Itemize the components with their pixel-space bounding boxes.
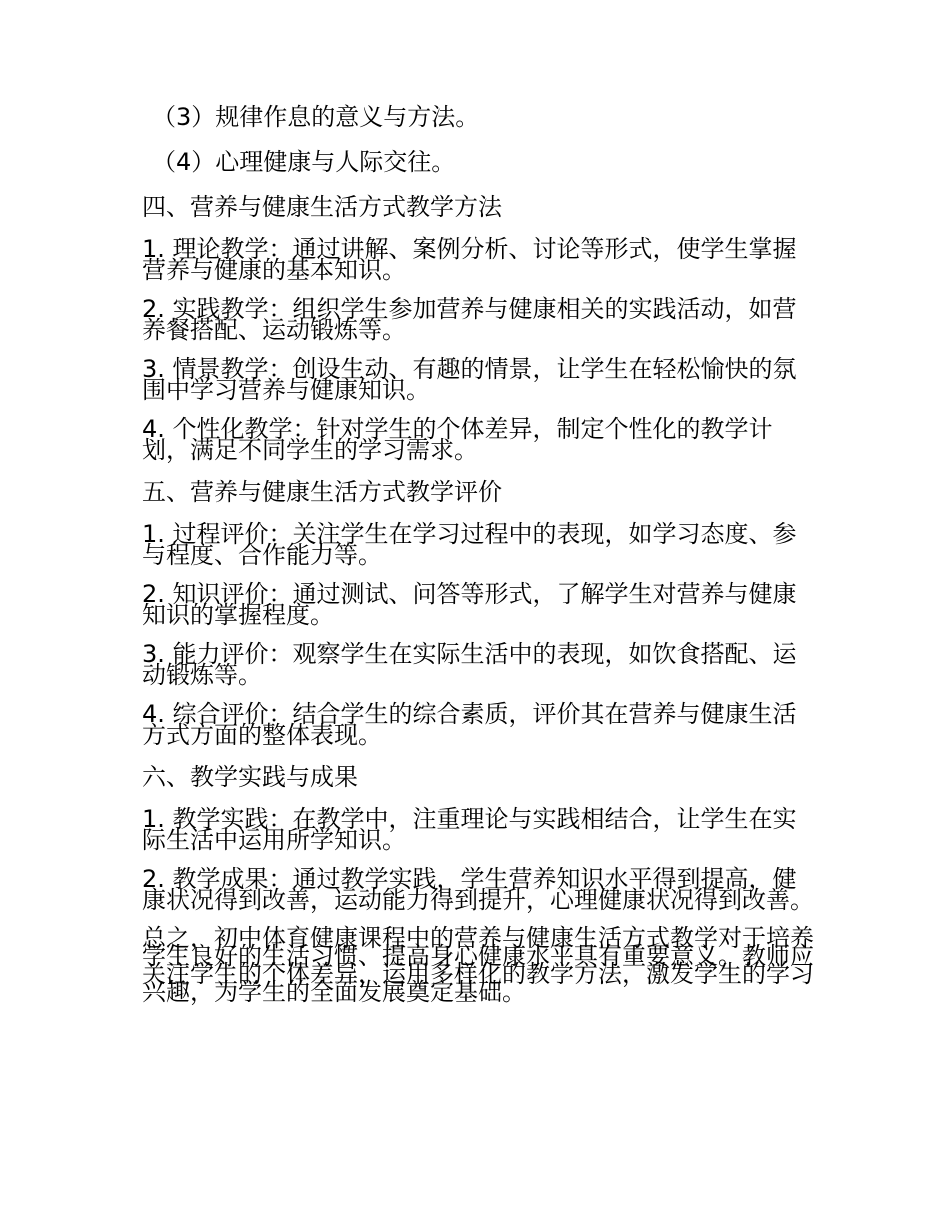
section3-item-4: （4）心理健康与人际交往。 — [152, 148, 456, 176]
section4-item-3: 3. 情景教学：创设生动、有趣的情景，让学生在轻松愉快的氛围中学习营养与健康知识。 — [142, 355, 797, 404]
conclusion-paragraph: 总之，初中体育健康课程中的营养与健康生活方式教学对于培养学生良好的生活习惯、提高身心健康水平具有重要意义。教师应关注学生的个体差异，运用多样化的教学方法，激发学生的学习兴趣，为学生的全面发展奠定基础。 — [142, 924, 814, 1006]
section4-item-4: 4. 个性化教学：针对学生的个体差异，制定个性化的教学计划，满足不同学生的学习需求。 — [142, 415, 773, 464]
section5-item-3: 3. 能力评价：观察学生在实际生活中的表现，如饮食搭配、运动锻炼等。 — [142, 640, 797, 689]
section5-item-4: 4. 综合评价：结合学生的综合素质，评价其在营养与健康生活方式方面的整体表现。 — [142, 700, 797, 749]
section6-item-2: 2. 教学成果：通过教学实践，学生营养知识水平得到提高，健康状况得到改善，运动能力得到提升，心理健康状况得到改善。 — [142, 865, 814, 914]
section4-heading: 四、营养与健康生活方式教学方法 — [142, 193, 502, 221]
section6-item-1: 1. 教学实践：在教学中，注重理论与实践相结合，让学生在实际生活中运用所学知识。 — [142, 805, 797, 854]
section3-item-3: （3）规律作息的意义与方法。 — [152, 103, 480, 131]
section5-item-1: 1. 过程评价：关注学生在学习过程中的表现，如学习态度、参与程度、合作能力等。 — [142, 520, 797, 569]
section6-heading: 六、教学实践与成果 — [142, 763, 358, 791]
section4-item-2: 2. 实践教学：组织学生参加营养与健康相关的实践活动，如营养餐搭配、运动锻炼等。 — [142, 295, 797, 344]
document-body — [142, 104, 814, 1019]
section5-item-2: 2. 知识评价：通过测试、问答等形式，了解学生对营养与健康知识的掌握程度。 — [142, 580, 797, 629]
section5-heading: 五、营养与健康生活方式教学评价 — [142, 478, 502, 506]
section4-item-1: 1. 理论教学：通过讲解、案例分析、讨论等形式，使学生掌握营养与健康的基本知识。 — [142, 235, 797, 284]
